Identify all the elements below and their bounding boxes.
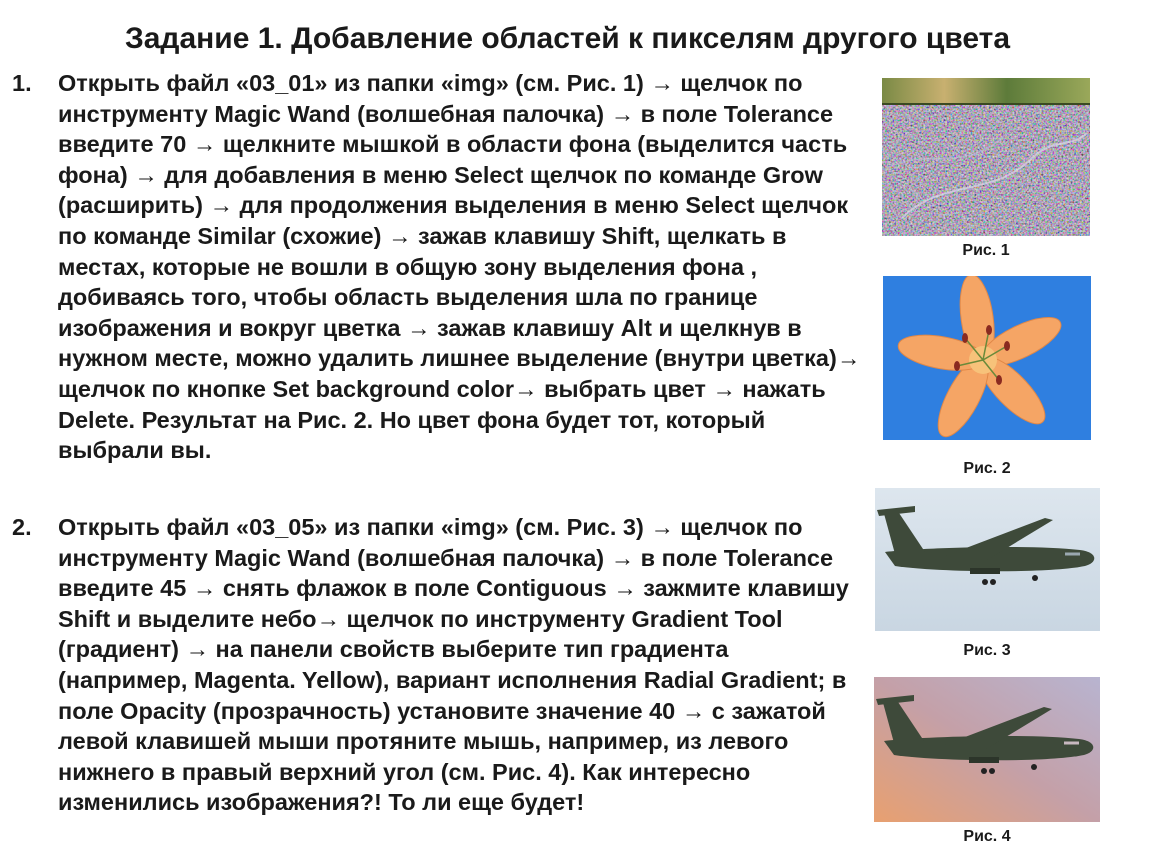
page-title: Задание 1. Добавление областей к пикселям другого цвета [124,22,1011,55]
item-number: 1. [12,70,32,96]
figure-4-caption: Рис. 4 [963,828,1011,845]
figure-2-caption: Рис. 2 [963,460,1011,477]
item-number: 2. [12,514,32,540]
figure-4-image [874,677,1100,822]
figure-1-image [882,78,1090,236]
item-text: Открыть файл «03_05» из папки «img» (см. Рис. 3) → щелчок по инструменту Magic Wand (волшебная палочка) → в поле Tolerance введите 45 → снять флажок в поле Contiguous → зажмите клавишу Shift и выделите небо→ щелчок по инструменту Gradient Tool (градиент) → на панели свойств выберите тип градиента (например, Magenta. Yellow), вариант исполнения Radial Gradient; в поле Opacity (прозрачность) установите значение 40 → с зажатой левой клавишей мыши протяните мышь, например, из левого нижнего в правый верхний угол (см. Рис. 4). Как интересно изменились изображения?! То ли еще будет! [58,514,849,816]
instruction-item-1 [12,68,862,466]
figure-1-caption: Рис. 1 [962,242,1010,259]
figure-3-caption: Рис. 3 [963,642,1011,659]
instruction-item-2 [12,512,862,818]
figure-2-image [883,276,1091,440]
item-text: Открыть файл «03_01» из папки «img» (см. Рис. 1) → щелчок по инструменту Magic Wand (волшебная палочка) → в поле Tolerance введите 70 → щелкните мышкой в области фона (выделится часть фона) → для добавления в меню Select щелчок по команде Grow (расширить) → для продолжения выделения в меню Select щелчок по команде Similar (схожие) → зажав клавишу Shift, щелкать в местах, которые не вошли в общую зону выделения фона , добиваясь того, чтобы область выделения шла по границе изображения и вокруг цветка → зажав клавишу Alt и щелкнув в нужном месте, можно удалить лишнее выделение (внутри цветка)→ щелчок по кнопке Set background color→ выбрать цвет → нажать Delete. Результат на Рис. 2. Но цвет фона будет тот, который выбрали вы. [58,70,861,464]
figure-3-image [875,488,1100,631]
